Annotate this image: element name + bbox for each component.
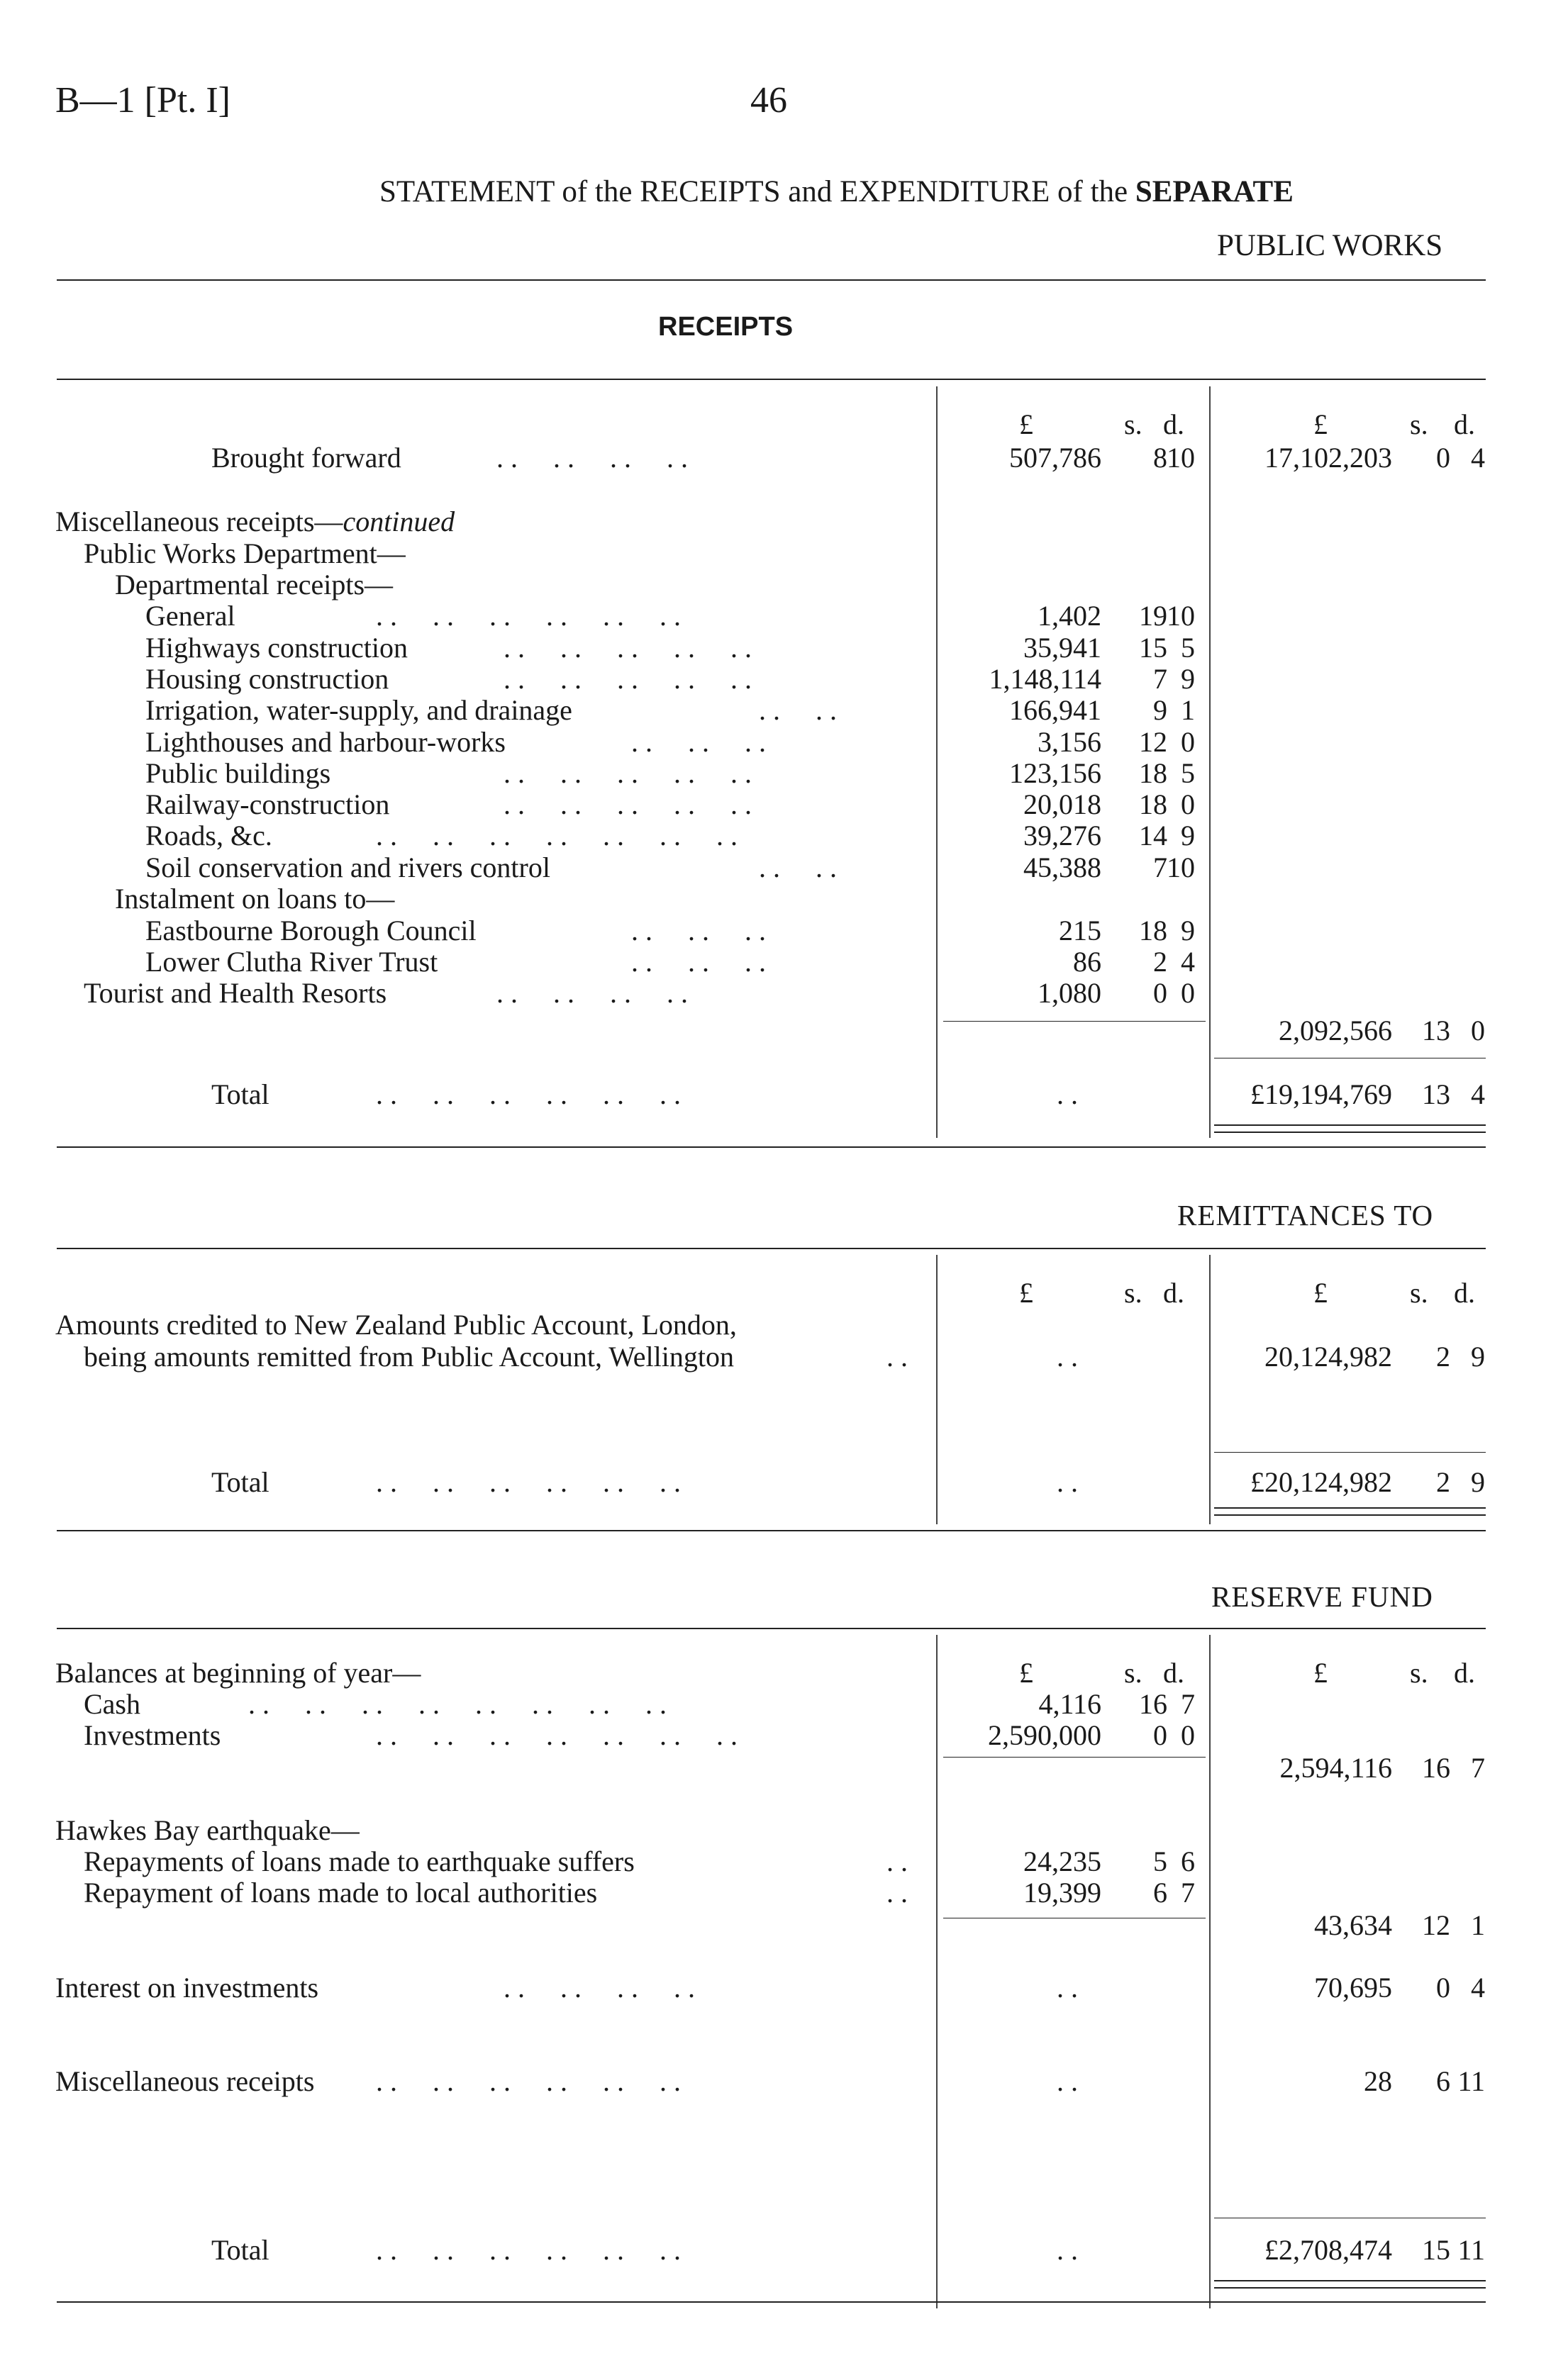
amount-pounds: 39,276 bbox=[1023, 820, 1101, 851]
col-shillings-header: s. bbox=[1124, 408, 1142, 440]
amount-pounds: 166,941 bbox=[1009, 694, 1101, 726]
item-label: Soil conservation and rivers control bbox=[145, 851, 550, 883]
leader-dots: . . . . . . . . bbox=[496, 442, 688, 474]
amount-pounds: 1,148,114 bbox=[989, 663, 1101, 695]
col-pence-header: d. bbox=[1163, 408, 1184, 440]
column-divider bbox=[1209, 1635, 1211, 2308]
col-shillings-header: s. bbox=[1410, 1277, 1428, 1309]
rule bbox=[57, 1248, 1486, 1249]
amount-pence: 0 bbox=[1181, 977, 1195, 1009]
col-pounds-header: £ bbox=[1019, 408, 1033, 440]
col-shillings-header: s. bbox=[1124, 1657, 1142, 1689]
leader-dots: . . . . . . . . . . bbox=[504, 757, 752, 789]
total-shillings: 0 bbox=[1436, 1972, 1450, 2004]
double-rule bbox=[1214, 1514, 1486, 1516]
tourist-label: Tourist and Health Resorts bbox=[84, 977, 387, 1009]
total-pounds: 17,102,203 bbox=[1264, 442, 1392, 474]
rule bbox=[57, 1530, 1486, 1531]
col-pounds-header: £ bbox=[1313, 1277, 1328, 1309]
misc-receipts-label: Miscellaneous receipts bbox=[55, 2065, 315, 2097]
amount-shillings: 19 bbox=[1139, 600, 1167, 632]
leader-dots: . . bbox=[1057, 1078, 1078, 1110]
subtotal-pence: 1 bbox=[1471, 1909, 1485, 1941]
total-shillings: 6 bbox=[1436, 2065, 1450, 2097]
loan-label: Eastbourne Borough Council bbox=[145, 915, 477, 946]
amount-pounds: 2,590,000 bbox=[988, 1719, 1101, 1751]
leader-dots: . . . . . . bbox=[631, 915, 766, 946]
amount-shillings: 2 bbox=[1153, 946, 1167, 978]
total-pence: 9 bbox=[1471, 1341, 1485, 1373]
col-pence-header: d. bbox=[1454, 1277, 1475, 1309]
subtotal-pounds: 2,092,566 bbox=[1279, 1015, 1392, 1046]
column-divider bbox=[1209, 386, 1211, 1138]
amount-pounds: 3,156 bbox=[1038, 726, 1101, 758]
amount-shillings: 7 bbox=[1153, 663, 1167, 695]
leader-dots: . . bbox=[1057, 1341, 1078, 1373]
total-shillings: 15 bbox=[1422, 2234, 1450, 2266]
investments-label: Investments bbox=[84, 1719, 221, 1751]
subtotal-pounds: 2,594,116 bbox=[1279, 1752, 1392, 1784]
col-shillings-header: s. bbox=[1410, 1657, 1428, 1689]
total-pence: 11 bbox=[1457, 2234, 1485, 2266]
amount-pounds: 20,018 bbox=[1023, 788, 1101, 820]
amount-pounds: 19,399 bbox=[1023, 1877, 1101, 1909]
amount-pounds: 24,235 bbox=[1023, 1845, 1101, 1877]
col-shillings-header: s. bbox=[1124, 1277, 1142, 1309]
amount-pounds: 86 bbox=[1073, 946, 1101, 978]
leader-dots: . . bbox=[1057, 2234, 1078, 2266]
leader-dots: . . . . . . . . . . . . . . . . bbox=[248, 1688, 667, 1720]
amount-pounds: 1,080 bbox=[1038, 977, 1101, 1009]
amount-pence: 5 bbox=[1181, 757, 1195, 789]
amount-pence: 0 bbox=[1181, 788, 1195, 820]
leader-dots: . . . . bbox=[759, 694, 837, 726]
amount-shillings: 8 bbox=[1153, 442, 1167, 474]
leader-dots: . . . . . . . . . . . . . . bbox=[376, 820, 738, 851]
total-rule bbox=[1214, 1452, 1486, 1453]
amount-pence: 0 bbox=[1181, 726, 1195, 758]
amount-pence: 9 bbox=[1181, 915, 1195, 946]
subtotal-shillings: 16 bbox=[1422, 1752, 1450, 1784]
col-pounds-header: £ bbox=[1019, 1657, 1033, 1689]
col-pounds-header: £ bbox=[1313, 1657, 1328, 1689]
leader-dots: . . . . . . . . . . bbox=[504, 788, 752, 820]
item-label: General bbox=[145, 600, 235, 632]
cash-label: Cash bbox=[84, 1688, 140, 1720]
amount-pence: 6 bbox=[1181, 1845, 1195, 1877]
subtotal-shillings: 12 bbox=[1422, 1909, 1450, 1941]
amount-shillings: 18 bbox=[1139, 757, 1167, 789]
remittance-line1: Amounts credited to New Zealand Public Account, London, bbox=[55, 1309, 737, 1341]
interest-label: Interest on investments bbox=[55, 1972, 319, 2004]
subtotal-rule bbox=[943, 1757, 1206, 1758]
col-pounds-header: £ bbox=[1019, 1277, 1033, 1309]
amount-pence: 10 bbox=[1167, 442, 1195, 474]
subtotal-pence: 7 bbox=[1471, 1752, 1485, 1784]
subtotal-shillings: 13 bbox=[1422, 1015, 1450, 1046]
total-shillings: 2 bbox=[1436, 1466, 1450, 1498]
dept-receipts-heading: Departmental receipts— bbox=[115, 569, 394, 600]
total-pounds: £19,194,769 bbox=[1250, 1078, 1392, 1110]
item-label: Railway-construction bbox=[145, 788, 390, 820]
double-rule bbox=[1214, 2280, 1486, 2281]
total-shillings: 0 bbox=[1436, 442, 1450, 474]
item-label: Highways construction bbox=[145, 632, 408, 664]
total-pounds: £20,124,982 bbox=[1250, 1466, 1392, 1498]
amount-pence: 9 bbox=[1181, 663, 1195, 695]
item-label: Lighthouses and harbour-works bbox=[145, 726, 506, 758]
leader-dots: . . . . . . . . . . . . bbox=[376, 1078, 681, 1110]
statement-title-bold: SEPARATE bbox=[1135, 175, 1294, 208]
amount-shillings: 9 bbox=[1153, 694, 1167, 726]
leader-dots: . . . . bbox=[759, 851, 837, 883]
statement-title-text: STATEMENT of the RECEIPTS and EXPENDITURE of the bbox=[379, 175, 1128, 208]
rule bbox=[57, 1146, 1486, 1148]
leader-dots: . . . . . . bbox=[631, 726, 766, 758]
misc-receipts-heading bbox=[55, 505, 455, 538]
amount-pence: 0 bbox=[1181, 1719, 1195, 1751]
instalment-heading: Instalment on loans to— bbox=[115, 883, 395, 915]
amount-shillings: 6 bbox=[1153, 1877, 1167, 1909]
leader-dots: . . . . . . . . . . . . bbox=[376, 600, 681, 632]
col-pence-header: d. bbox=[1163, 1657, 1184, 1689]
leader-dots: . . . . . . . . . . . . bbox=[376, 1466, 681, 1498]
remittances-heading: REMITTANCES TO bbox=[1177, 1199, 1434, 1231]
total-pence: 4 bbox=[1471, 1972, 1485, 2004]
subtotal-rule bbox=[943, 1021, 1206, 1022]
remittance-line2: being amounts remitted from Public Account, Wellington bbox=[84, 1341, 735, 1373]
subtotal-pounds: 43,634 bbox=[1314, 1909, 1392, 1941]
amount-pence: 10 bbox=[1167, 851, 1195, 883]
leader-dots: . . . . . . . . . . bbox=[504, 632, 752, 664]
amount-shillings: 5 bbox=[1153, 1845, 1167, 1877]
total-pounds: 70,695 bbox=[1314, 1972, 1392, 2004]
double-rule bbox=[1214, 1507, 1486, 1509]
total-pence: 4 bbox=[1471, 442, 1485, 474]
amount-pounds: 1,402 bbox=[1038, 600, 1101, 632]
column-divider bbox=[936, 386, 938, 1138]
reserve-fund-heading: RESERVE FUND bbox=[1211, 1580, 1433, 1613]
amount-shillings: 12 bbox=[1139, 726, 1167, 758]
total-pounds: 20,124,982 bbox=[1264, 1341, 1392, 1373]
total-pence: 4 bbox=[1471, 1078, 1485, 1110]
double-rule bbox=[1214, 2287, 1486, 2289]
leader-dots: . . bbox=[886, 1341, 908, 1373]
total-label: Total bbox=[211, 1466, 269, 1498]
amount-shillings: 14 bbox=[1139, 820, 1167, 851]
page-number: 46 bbox=[750, 80, 787, 121]
amount-pence: 7 bbox=[1181, 1688, 1195, 1720]
item-label: Roads, &c. bbox=[145, 820, 272, 851]
rule bbox=[57, 279, 1486, 281]
misc-heading-italic: continued bbox=[343, 505, 455, 537]
total-shillings: 2 bbox=[1436, 1341, 1450, 1373]
amount-pounds: 215 bbox=[1059, 915, 1101, 946]
amount-shillings: 0 bbox=[1153, 977, 1167, 1009]
item-label: Public buildings bbox=[145, 757, 331, 789]
item-label: Housing construction bbox=[145, 663, 389, 695]
leader-dots: . . . . . . . . . . . . . . bbox=[376, 1719, 738, 1751]
amount-pence: 9 bbox=[1181, 820, 1195, 851]
amount-pounds: 4,116 bbox=[1038, 1688, 1101, 1720]
amount-pounds: 507,786 bbox=[1009, 442, 1101, 474]
amount-pounds: 35,941 bbox=[1023, 632, 1101, 664]
total-pounds: 28 bbox=[1364, 2065, 1392, 2097]
col-pounds-header: £ bbox=[1313, 408, 1328, 440]
leader-dots: . . . . . . . . bbox=[504, 1972, 695, 2004]
loan-label: Lower Clutha River Trust bbox=[145, 946, 438, 978]
pwd-heading: Public Works Department— bbox=[84, 537, 406, 569]
col-pence-header: d. bbox=[1163, 1277, 1184, 1309]
page-reference: B—1 [Pt. I] bbox=[55, 80, 230, 121]
col-pence-header: d. bbox=[1454, 408, 1475, 440]
statement-title-line1 bbox=[379, 174, 1294, 209]
amount-shillings: 16 bbox=[1139, 1688, 1167, 1720]
leader-dots: . . bbox=[1057, 2065, 1078, 2097]
total-label: Total bbox=[211, 2234, 269, 2266]
receipts-heading: RECEIPTS bbox=[658, 312, 794, 342]
leader-dots: . . . . . . . . bbox=[496, 977, 688, 1009]
item-label: Irrigation, water-supply, and drainage bbox=[145, 694, 572, 726]
hawkes-bay-heading: Hawkes Bay earthquake— bbox=[55, 1814, 360, 1846]
repayment-label: Repayments of loans made to earthquake suffers bbox=[84, 1845, 635, 1877]
col-shillings-header: s. bbox=[1410, 408, 1428, 440]
amount-shillings: 18 bbox=[1139, 788, 1167, 820]
total-pence: 11 bbox=[1457, 2065, 1485, 2097]
balances-heading: Balances at beginning of year— bbox=[55, 1657, 421, 1689]
rule bbox=[57, 1628, 1486, 1629]
amount-shillings: 7 bbox=[1153, 851, 1167, 883]
col-pence-header: d. bbox=[1454, 1657, 1475, 1689]
column-divider bbox=[936, 1255, 938, 1524]
amount-shillings: 18 bbox=[1139, 915, 1167, 946]
leader-dots: . . . . . . bbox=[631, 946, 766, 978]
leader-dots: . . bbox=[886, 1877, 908, 1909]
misc-heading-text: Miscellaneous receipts— bbox=[55, 505, 343, 537]
double-rule bbox=[1214, 1132, 1486, 1133]
amount-pounds: 123,156 bbox=[1009, 757, 1101, 789]
double-rule bbox=[1214, 1124, 1486, 1126]
amount-pence: 7 bbox=[1181, 1877, 1195, 1909]
subtotal-pence: 0 bbox=[1471, 1015, 1485, 1046]
repayment-label: Repayment of loans made to local authorities bbox=[84, 1877, 598, 1909]
total-shillings: 13 bbox=[1422, 1078, 1450, 1110]
rule bbox=[57, 379, 1486, 380]
column-divider bbox=[936, 1635, 938, 2308]
total-label: Total bbox=[211, 1078, 269, 1110]
leader-dots: . . bbox=[1057, 1972, 1078, 2004]
amount-shillings: 15 bbox=[1139, 632, 1167, 664]
statement-title-line2: PUBLIC WORKS bbox=[1217, 229, 1443, 262]
leader-dots: . . bbox=[1057, 1466, 1078, 1498]
leader-dots: . . . . . . . . . . . . bbox=[376, 2234, 681, 2266]
amount-pence: 4 bbox=[1181, 946, 1195, 978]
rule bbox=[57, 2301, 1486, 2303]
leader-dots: . . . . . . . . . . bbox=[504, 663, 752, 695]
amount-pence: 1 bbox=[1181, 694, 1195, 726]
amount-pence: 10 bbox=[1167, 600, 1195, 632]
leader-dots: . . . . . . . . . . . . bbox=[376, 2065, 681, 2097]
total-pounds: £2,708,474 bbox=[1264, 2234, 1392, 2266]
leader-dots: . . bbox=[886, 1845, 908, 1877]
column-divider bbox=[1209, 1255, 1211, 1524]
amount-pounds: 45,388 bbox=[1023, 851, 1101, 883]
amount-pence: 5 bbox=[1181, 632, 1195, 664]
brought-forward-label: Brought forward bbox=[211, 442, 401, 474]
total-pence: 9 bbox=[1471, 1466, 1485, 1498]
amount-shillings: 0 bbox=[1153, 1719, 1167, 1751]
